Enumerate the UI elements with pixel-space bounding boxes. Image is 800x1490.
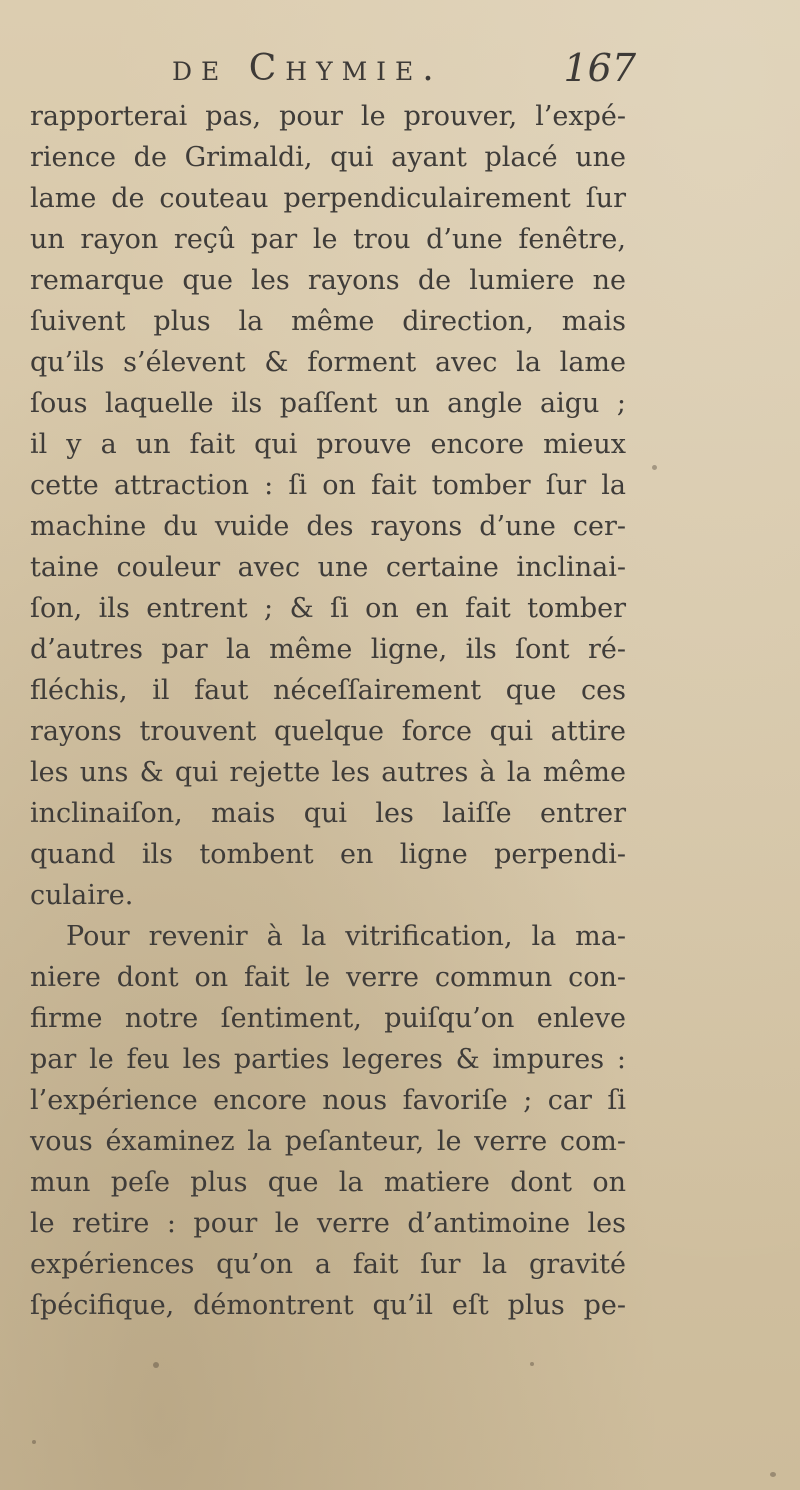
text-line: d’autres par la même ligne, ils ſont ré-: [30, 634, 626, 665]
paper-speck: [153, 1362, 159, 1368]
paper-speck: [770, 1472, 776, 1477]
text-line: lame de couteau perpendiculairement ſur: [30, 183, 626, 214]
running-head: [172, 42, 636, 98]
text-line: machine du vuide des rayons d’une cer-: [30, 511, 626, 542]
paper-speck: [652, 465, 657, 470]
text-line: vous éxaminez la peſanteur, le verre com-: [30, 1126, 626, 1157]
text-line: le retire : pour le verre d’antimoine les: [30, 1208, 626, 1239]
paper-speck: [530, 1362, 534, 1366]
text-line: cette attraction : ſi on fait tomber ſur la: [30, 470, 626, 501]
text-line: les uns & qui rejette les autres à la même: [30, 757, 626, 788]
text-line: quand ils tombent en ligne perpendi-: [30, 839, 626, 870]
text-line: un rayon reçû par le trou d’une fenêtre,: [30, 224, 626, 255]
text-line: remarque que les rayons de lumiere ne: [30, 265, 626, 296]
text-line: rayons trouvent quelque force qui attire: [30, 716, 626, 747]
page-number: 167: [563, 46, 636, 90]
text-line: culaire.: [30, 880, 134, 911]
paragraph-start-line: Pour revenir à la vitrification, la ma-: [66, 921, 626, 952]
text-line: qu’ils s’élevent & forment avec la lame: [30, 347, 626, 378]
text-line: ſpécifique, démontrent qu’il eſt plus pe-: [30, 1290, 626, 1321]
text-line: par le feu les parties legeres & impures :: [30, 1044, 626, 1075]
text-line: niere dont on fait le verre commun con-: [30, 962, 626, 993]
text-line: rapporterai pas, pour le prouver, l’expé-: [30, 101, 626, 132]
running-head-title: de Chymie.: [172, 48, 443, 89]
text-line: il y a un fait qui prouve encore mieux: [30, 429, 626, 460]
text-line: l’expérience encore nous favoriſe ; car ſi: [30, 1085, 626, 1116]
paper-speck: [32, 1440, 36, 1444]
text-line: firme notre ſentiment, puiſqu’on enleve: [30, 1003, 626, 1034]
text-line: fléchis, il faut néceſſairement que ces: [30, 675, 626, 706]
text-line: ſon, ils entrent ; & ſi on en fait tomber: [30, 593, 626, 624]
text-line: inclinaiſon, mais qui les laiſſe entrer: [30, 798, 626, 829]
text-line: taine couleur avec une certaine inclinai-: [30, 552, 626, 583]
text-line: ſous laquelle ils paſſent un angle aigu ;: [30, 388, 626, 419]
text-line: ſuivent plus la même direction, mais: [30, 306, 626, 337]
text-line: expériences qu’on a fait ſur la gravité: [30, 1249, 626, 1280]
body-text: [30, 96, 626, 1326]
text-line: mun peſe plus que la matiere dont on: [30, 1167, 626, 1198]
text-line: rience de Grimaldi, qui ayant placé une: [30, 142, 626, 173]
